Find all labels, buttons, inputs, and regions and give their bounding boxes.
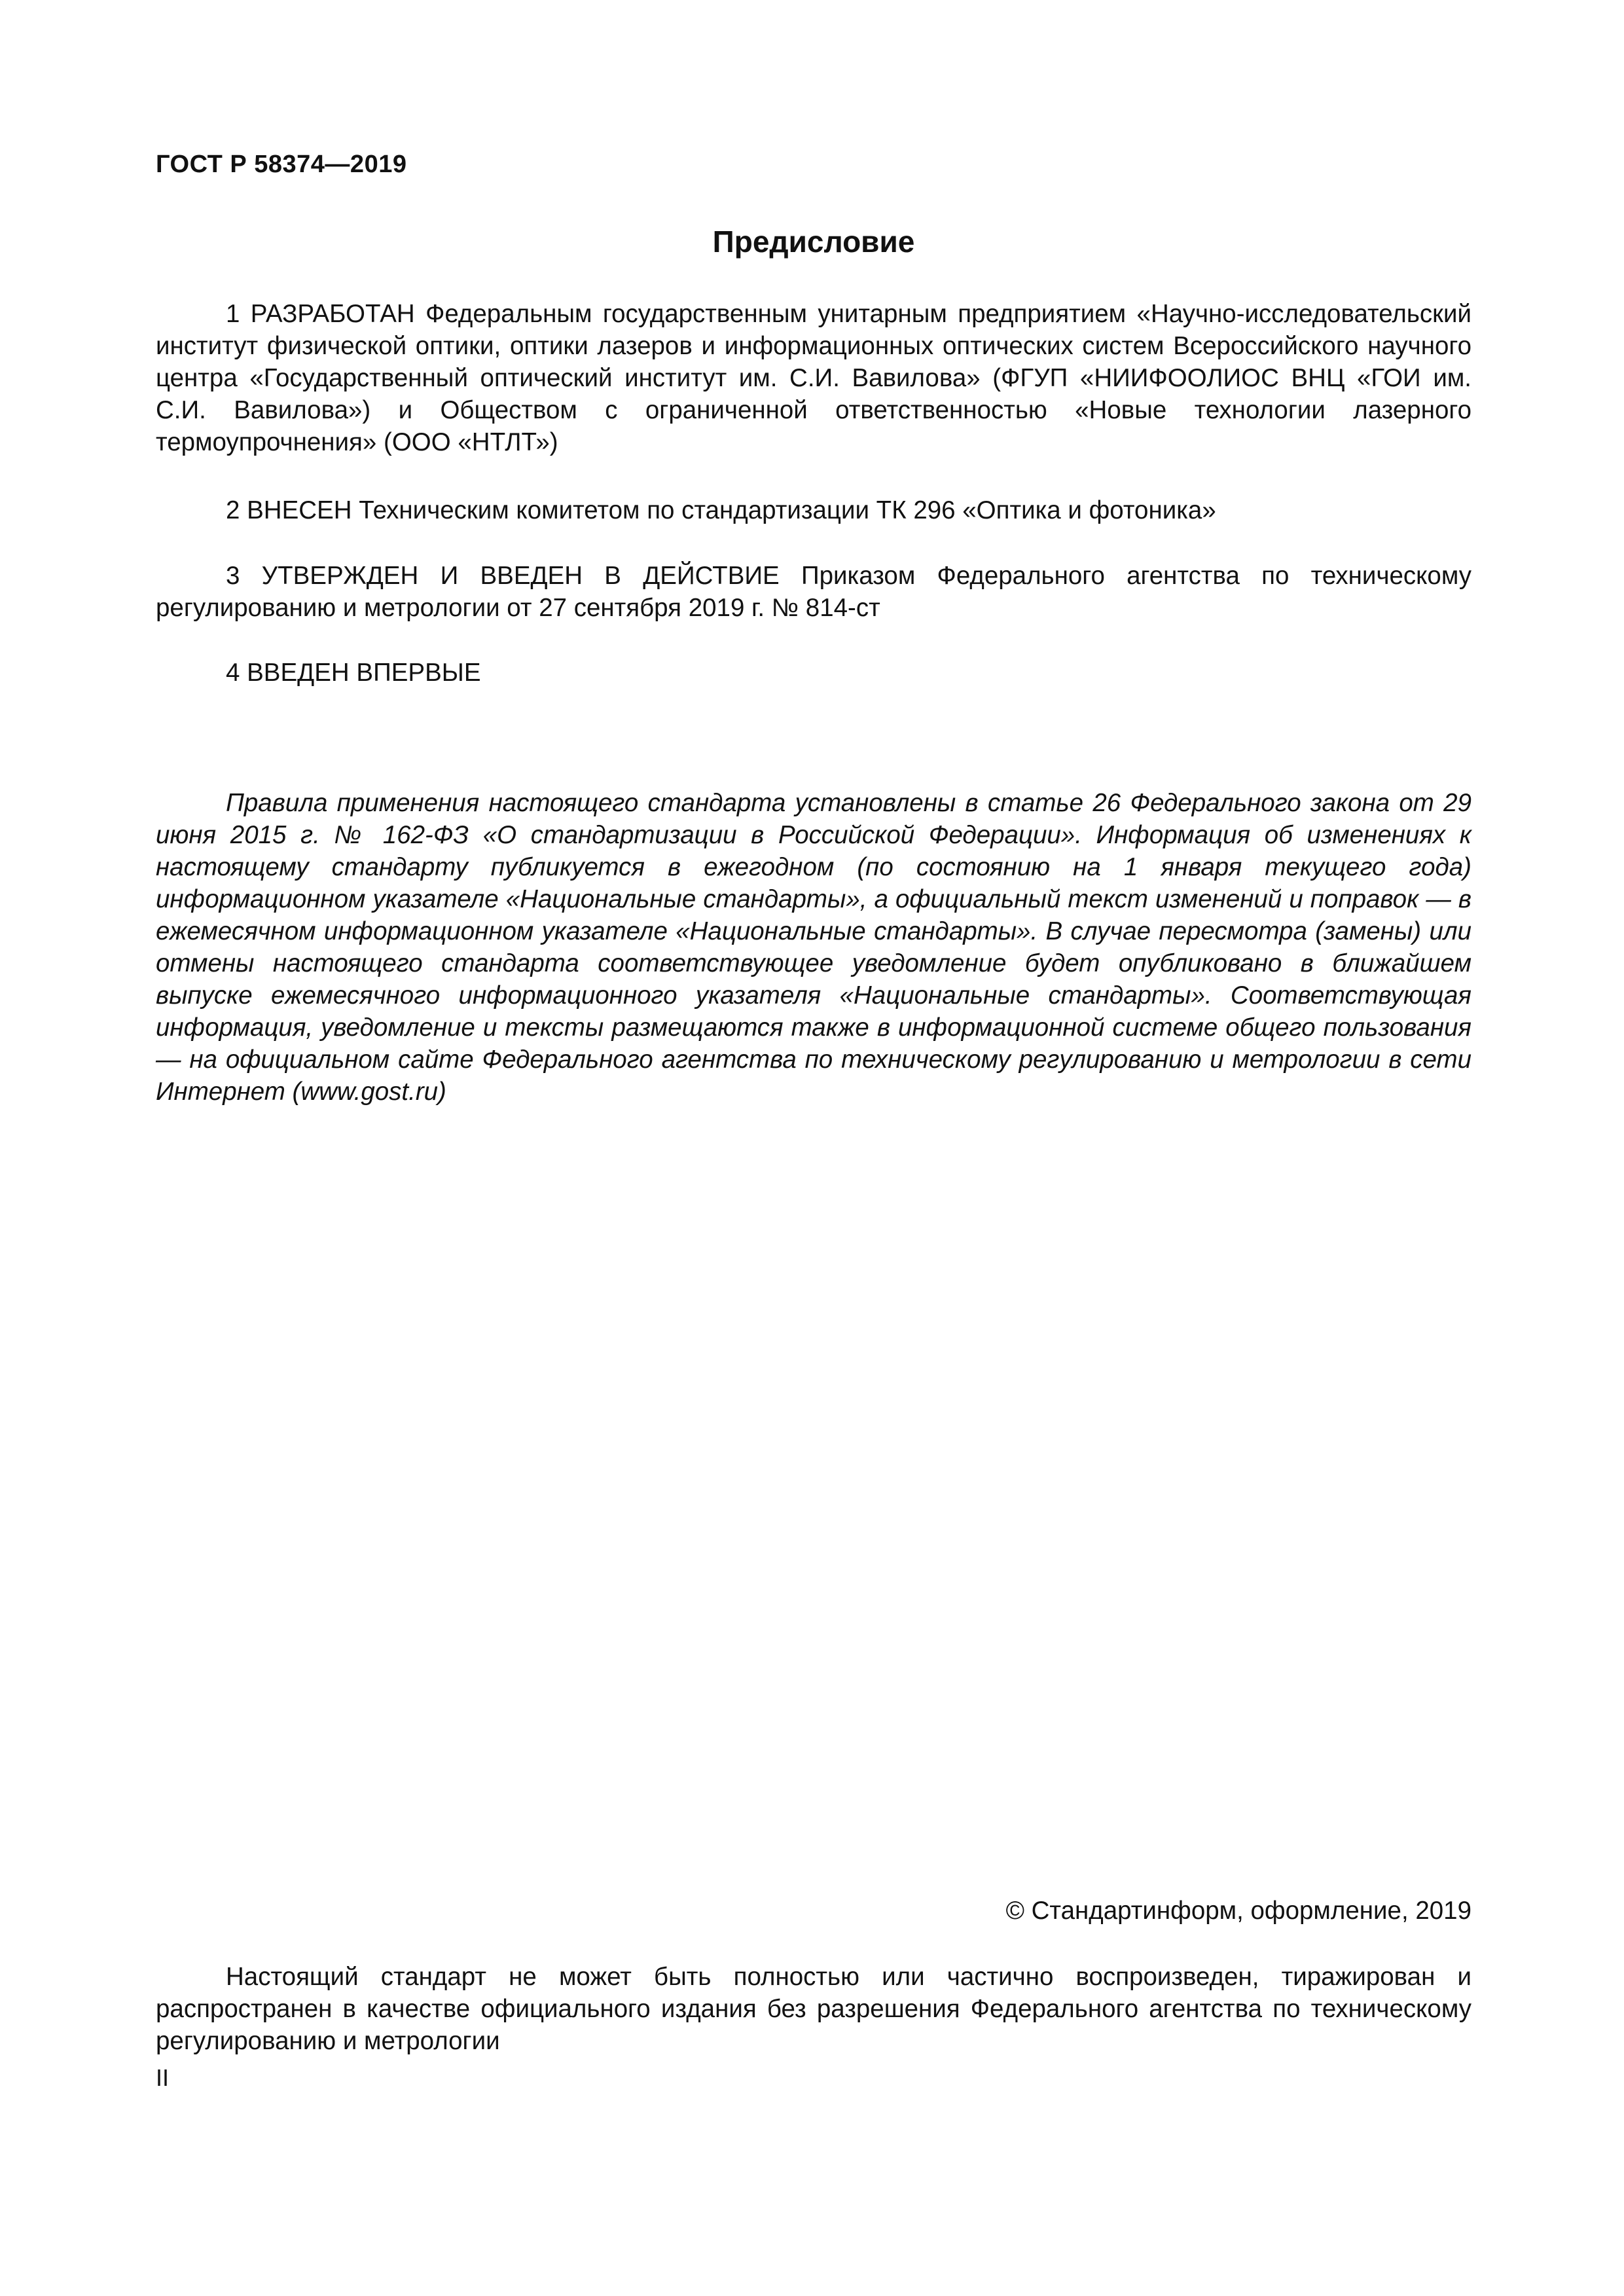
- rules-notice: Правила применения настоящего стандарта установлены в статье 26 Федерального закона от 29 июня 2015 г. № 162-ФЗ «О стандартизации в Российской Федерации». Информация об изменениях к настоящему стандарту публикуется в ежегодном (по состоянию на 1 января текущего года) информационном указателе «Национальные стандарты», а официальный текст изменений и поправок — в ежемесячном информационном указателе «Национальные стандарты». В случае пересмотра (замены) или отмены настоящего стандарта соответствующее уведомление будет опубликовано в ближайшем выпуске ежемесячного информационного указателя «Национальные стандарты». Соответствующая информация, уведомление и тексты размещаются также в информационной системе общего пользования — на официальном сайте Федерального агентства по техническому регулированию и метрологии в сети Интернет (www.gost.ru): [156, 789, 1471, 1106]
- paragraph-introduced-by: 2 ВНЕСЕН Техническим комитетом по стандартизации ТК 296 «Оптика и фотоника»: [226, 496, 1216, 524]
- paragraph-approved: 3 УТВЕРЖДЕН И ВВЕДЕН В ДЕЙСТВИЕ Приказом Федерального агентства по техническому регулированию и метрологии от 27 сентября 2019 г. № 814-ст: [156, 562, 1471, 622]
- section-title: Предисловие: [712, 225, 915, 259]
- reproduction-notice: Настоящий стандарт не может быть полностью или частично воспроизведен, тиражирован и распространен в качестве официального издания без разрешения Федерального агентства по техническому регулированию и метрологии: [156, 1963, 1471, 2055]
- page-number: II: [156, 2064, 170, 2091]
- paragraph-developed-by: 1 РАЗРАБОТАН Федеральным государственным унитарным предприятием «Научно-исследовательский институт физической оптики, оптики лазеров и информационных оптических систем Всероссийского научного центра «Государственный оптический институт им. С.И. Вавилова» (ФГУП «НИИФООЛИОС ВНЦ «ГОИ им. С.И. Вавилова») и Обществом с ограниченной ответственностью «Новые технологии лазерного термоупрочнения» (ООО «НТЛТ»): [156, 300, 1471, 456]
- paragraph-first-introduced: 4 ВВЕДЕН ВПЕРВЫЕ: [226, 659, 481, 687]
- copyright-line: © Стандартинформ, оформление, 2019: [1005, 1897, 1471, 1925]
- document-code: ГОСТ Р 58374—2019: [156, 151, 407, 178]
